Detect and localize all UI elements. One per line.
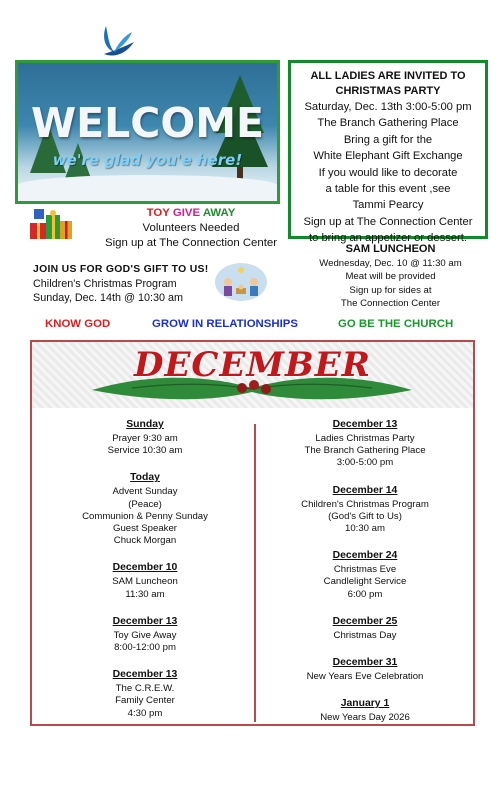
december-banner — [32, 342, 473, 408]
ladies-line: a table for this event ,see — [325, 183, 451, 196]
event-line: Advent Sunday — [112, 486, 178, 498]
toy-title — [96, 206, 286, 221]
event-line: 11:30 am — [125, 588, 165, 600]
toy-word: GIVE — [172, 207, 201, 219]
event-line: Christmas Eve — [333, 564, 397, 576]
toy-word: AWAY — [202, 207, 236, 219]
sam-line: Wednesday, Dec. 10 @ 11:30 am — [319, 258, 462, 269]
motto-know-god: KNOW GOD — [45, 318, 111, 330]
welcome-title: WELCOME — [30, 99, 265, 147]
event-date: December 25 — [332, 615, 398, 627]
event-line: The Branch Gathering Place — [304, 445, 426, 457]
event-line: Communion & Penny Sunday — [82, 510, 208, 522]
event-line: (God's Gift to Us) — [328, 510, 402, 522]
welcome-banner — [15, 60, 280, 204]
ladies-title-line: ALL LADIES ARE INVITED TO — [310, 70, 466, 82]
event-line: Prayer 9:30 am — [112, 433, 178, 444]
ladies-line: White Elephant Gift Exchange — [313, 150, 463, 163]
event-date: January 1 — [340, 698, 390, 710]
kids-line: Sunday, Dec. 14th @ 10:30 am — [33, 292, 184, 304]
calendar-right-column — [260, 418, 470, 738]
event-item — [40, 418, 250, 457]
ladies-line: The Branch Gathering Place — [317, 117, 459, 130]
event-line: 10:30 am — [344, 523, 385, 535]
event-line: Candlelight Service — [323, 576, 407, 588]
sam-title: SAM LUNCHEON — [345, 243, 436, 255]
event-line: 3:00-5:00 pm — [336, 457, 394, 469]
kids-line: Children's Christmas Program — [33, 278, 177, 290]
ladies-line: Tammi Pearcy — [352, 199, 424, 212]
event-line: 6:00 pm — [347, 588, 383, 600]
event-item — [260, 697, 470, 724]
event-line: 4:30 pm — [127, 707, 163, 719]
event-item — [260, 549, 470, 601]
nativity-scene-icon — [214, 262, 268, 302]
event-item — [260, 656, 470, 683]
event-date: December 10 — [112, 562, 178, 574]
event-line: New Years Day 2026 — [320, 712, 410, 724]
event-item — [260, 418, 470, 470]
event-line: (Peace) — [128, 498, 162, 510]
motto-grow: GROW IN RELATIONSHIPS — [152, 318, 298, 330]
event-line: Guest Speaker — [113, 523, 177, 535]
event-line: Christmas Day — [333, 629, 397, 641]
gift-boxes-icon — [28, 205, 74, 245]
ladies-line: to bring an appetizer or dessert. — [309, 232, 467, 245]
sam-line: Meat will be provided — [345, 271, 436, 283]
event-item — [40, 668, 250, 720]
toy-give-away — [96, 206, 286, 251]
event-item — [260, 484, 470, 536]
event-line: Family Center — [115, 695, 175, 707]
sam-line: The Connection Center — [340, 298, 441, 310]
event-line: 8:00-12:00 pm — [114, 642, 176, 654]
event-line: SAM Luncheon — [112, 576, 178, 588]
event-item — [40, 561, 250, 600]
toy-line: Volunteers Needed — [142, 222, 240, 234]
calendar-left-column — [40, 418, 250, 734]
event-date: Sunday — [126, 419, 164, 430]
childrens-program — [33, 263, 213, 305]
ladies-line: Sign up at The Connection Center — [303, 215, 473, 228]
event-line: Ladies Christmas Party — [315, 433, 415, 444]
december-banner-text: DECEMBER — [134, 345, 371, 385]
church-logo-icon — [100, 24, 136, 62]
event-date: December 13 — [332, 419, 398, 430]
event-line: Toy Give Away — [113, 629, 177, 641]
ladies-line: Bring a gift for the — [343, 133, 433, 146]
sam-line: Sign up for sides at — [349, 284, 432, 296]
ladies-party-box — [288, 60, 488, 245]
event-date: December 13 — [112, 615, 178, 627]
event-item — [260, 615, 470, 642]
december-calendar — [30, 340, 475, 726]
ladies-title-line: CHRISTMAS PARTY — [335, 85, 441, 97]
column-divider — [254, 424, 256, 722]
event-date: December 13 — [112, 669, 178, 681]
motto-go-be: GO BE THE CHURCH — [338, 318, 454, 330]
welcome-subtitle: we're glad you'e here! — [52, 151, 243, 169]
event-line: The C.R.E.W. — [115, 683, 175, 695]
event-line: Children's Christmas Program — [301, 498, 429, 510]
ladies-line: If you would like to decorate — [318, 166, 458, 179]
kids-title: JOIN US FOR GOD'S GIFT TO US! — [33, 264, 209, 275]
ladies-line: Saturday, Dec. 13th 3:00-5:00 pm — [304, 101, 472, 113]
event-line: Chuck Morgan — [113, 535, 177, 547]
event-date: December 31 — [332, 657, 398, 669]
toy-word: TOY — [146, 207, 170, 219]
event-item — [40, 615, 250, 654]
toy-line: Sign up at The Connection Center — [104, 237, 278, 249]
event-line: New Years Eve Celebration — [306, 671, 424, 683]
event-date: December 14 — [332, 484, 398, 496]
sam-luncheon — [293, 242, 488, 311]
event-date: December 24 — [332, 550, 398, 562]
event-date: Today — [130, 472, 160, 484]
event-item — [40, 471, 250, 547]
event-line: Service 10:30 am — [107, 445, 183, 457]
